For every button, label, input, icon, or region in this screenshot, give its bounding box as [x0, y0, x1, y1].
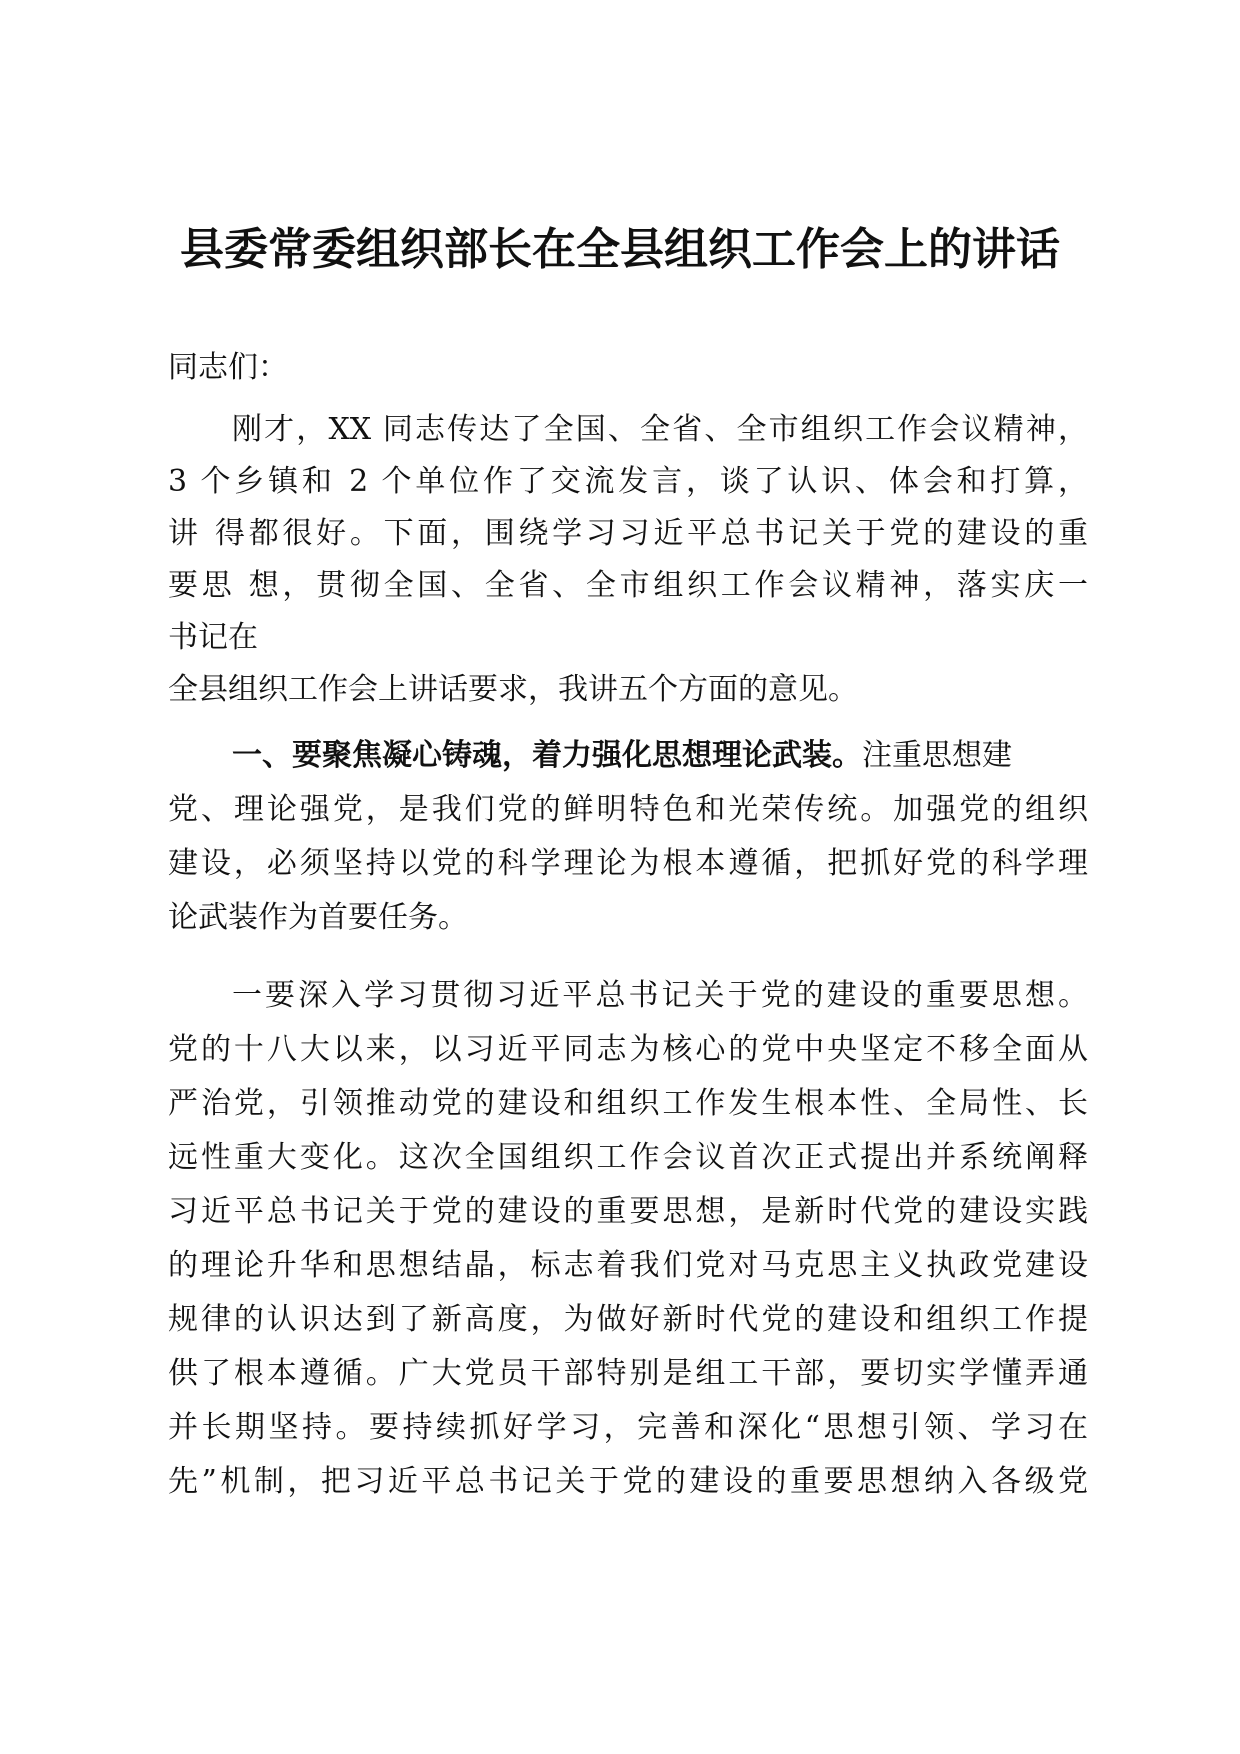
section1-line-2: 党、理论强党，是我们党的鲜明特色和光荣传统。加强党的组织 — [168, 792, 1088, 827]
para2-line-3: 严治党，引领推动党的建设和组织工作发生根本性、全局性、长 — [168, 1086, 1088, 1121]
section1-line-3: 建设，必须坚持以党的科学理论为根本遵循，把抓好党的科学理 — [168, 846, 1088, 881]
para2-line-9: 并长期坚持。要持续抓好学习，完善和深化“思想引领、学习在 — [168, 1410, 1088, 1445]
para2-line-8: 供了根本遵循。广大党员干部特别是组工干部，要切实学懂弄通 — [168, 1356, 1088, 1391]
intro-line-6: 全县组织工作会上讲话要求，我讲五个方面的意见。 — [168, 672, 858, 707]
salutation: 同志们： — [168, 350, 288, 385]
section1-heading: 一、要聚焦凝心铸魂，着力强化思想理论武装。 — [232, 738, 862, 773]
para2-line-5: 习近平总书记关于党的建设的重要思想，是新时代党的建设实践 — [168, 1194, 1088, 1229]
para2-line-10: 先”机制，把习近平总书记关于党的建设的重要思想纳入各级党 — [168, 1464, 1088, 1499]
section1-line-4: 论武装作为首要任务。 — [168, 900, 468, 935]
para2-line-4: 远性重大变化。这次全国组织工作会议首次正式提出并系统阐释 — [168, 1140, 1088, 1175]
document-title: 县委常委组织部长在全县组织工作会上的讲话 — [180, 224, 1060, 275]
para2-line-2: 党的十八大以来，以习近平同志为核心的党中央坚定不移全面从 — [168, 1032, 1088, 1067]
intro-line-5: 书记在 — [168, 620, 258, 655]
section1-first-line — [232, 736, 1012, 776]
intro-line-4: 要思 想，贯彻全国、全省、全市组织工作会议精神，落实庆一 — [168, 568, 1088, 603]
para2-line-1: 一要深入学习贯彻习近平总书记关于党的建设的重要思想。 — [232, 978, 1088, 1013]
para2-line-7: 规律的认识达到了新高度，为做好新时代党的建设和组织工作提 — [168, 1302, 1088, 1337]
section1-first-line-rest: 注重思想建 — [862, 738, 1012, 773]
intro-line-2: 3 个乡镇和 2 个单位作了交流发言，谈了认识、体会和打算， — [168, 464, 1088, 499]
para2-line-6: 的理论升华和思想结晶，标志着我们党对马克思主义执政党建设 — [168, 1248, 1088, 1283]
intro-line-1: 刚才，XX 同志传达了全国、全省、全市组织工作会议精神， — [232, 412, 1088, 447]
intro-line-3: 讲 得都很好。下面，围绕学习习近平总书记关于党的建设的重 — [168, 516, 1088, 551]
